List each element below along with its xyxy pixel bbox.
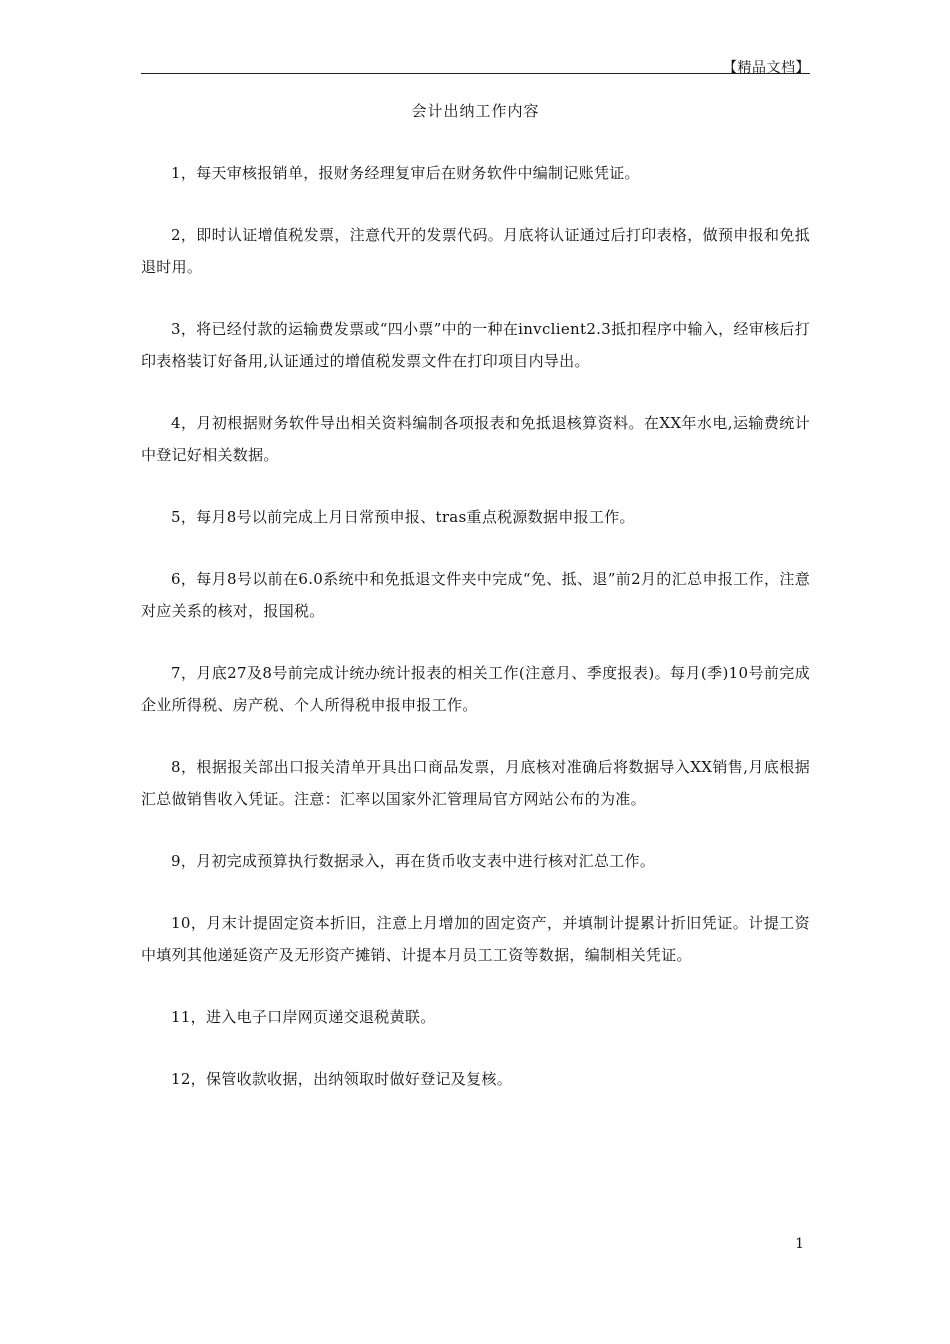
document-body bbox=[141, 157, 810, 1125]
paragraph-8: 8，根据报关部出口报关清单开具出口商品发票，月底核对准确后将数据导入XX销售,月底根据汇总做销售收入凭证。注意：汇率以国家外汇管理局官方网站公布的为准。 bbox=[141, 758, 810, 808]
paragraph-12: 12，保管收款收据，出纳领取时做好登记及复核。 bbox=[171, 1070, 512, 1088]
paragraph-9: 9，月初完成预算执行数据录入，再在货币收支表中进行核对汇总工作。 bbox=[171, 852, 656, 870]
paragraph-1: 1，每天审核报销单，报财务经理复审后在财务软件中编制记账凭证。 bbox=[171, 164, 640, 182]
header-tag: 【精品文档】 bbox=[723, 60, 810, 76]
header-divider bbox=[141, 73, 810, 74]
paragraph-5: 5，每月8号以前完成上月日常预申报、tras重点税源数据申报工作。 bbox=[171, 508, 635, 526]
paragraph-6: 6，每月8号以前在6.0系统中和免抵退文件夹中完成“免、抵、退”前2月的汇总申报工作，注意对应关系的核对，报国税。 bbox=[141, 570, 810, 620]
document-title: 会计出纳工作内容 bbox=[411, 102, 540, 120]
paragraph-3: 3，将已经付款的运输费发票或“四小票”中的一种在invclient2.3抵扣程序中输入，经审核后打印表格装订好备用,认证通过的增值税发票文件在打印项目内导出。 bbox=[141, 320, 810, 370]
page-number: 1 bbox=[795, 1236, 804, 1252]
paragraph-7: 7，月底27及8号前完成计统办统计报表的相关工作(注意月、季度报表)。每月(季)10号前完成企业所得税、房产税、个人所得税申报申报工作。 bbox=[141, 664, 810, 714]
paragraph-2: 2，即时认证增值税发票，注意代开的发票代码。月底将认证通过后打印表格，做预申报和免抵退时用。 bbox=[141, 226, 810, 276]
paragraph-4: 4，月初根据财务软件导出相关资料编制各项报表和免抵退核算资料。在XX年水电,运输费统计中登记好相关数据。 bbox=[141, 414, 810, 464]
paragraph-11: 11，进入电子口岸网页递交退税黄联。 bbox=[171, 1008, 436, 1026]
paragraph-10: 10，月末计提固定资本折旧，注意上月增加的固定资产，并填制计提累计折旧凭证。计提工资中填列其他递延资产及无形资产摊销、计提本月员工工资等数据，编制相关凭证。 bbox=[141, 914, 810, 964]
